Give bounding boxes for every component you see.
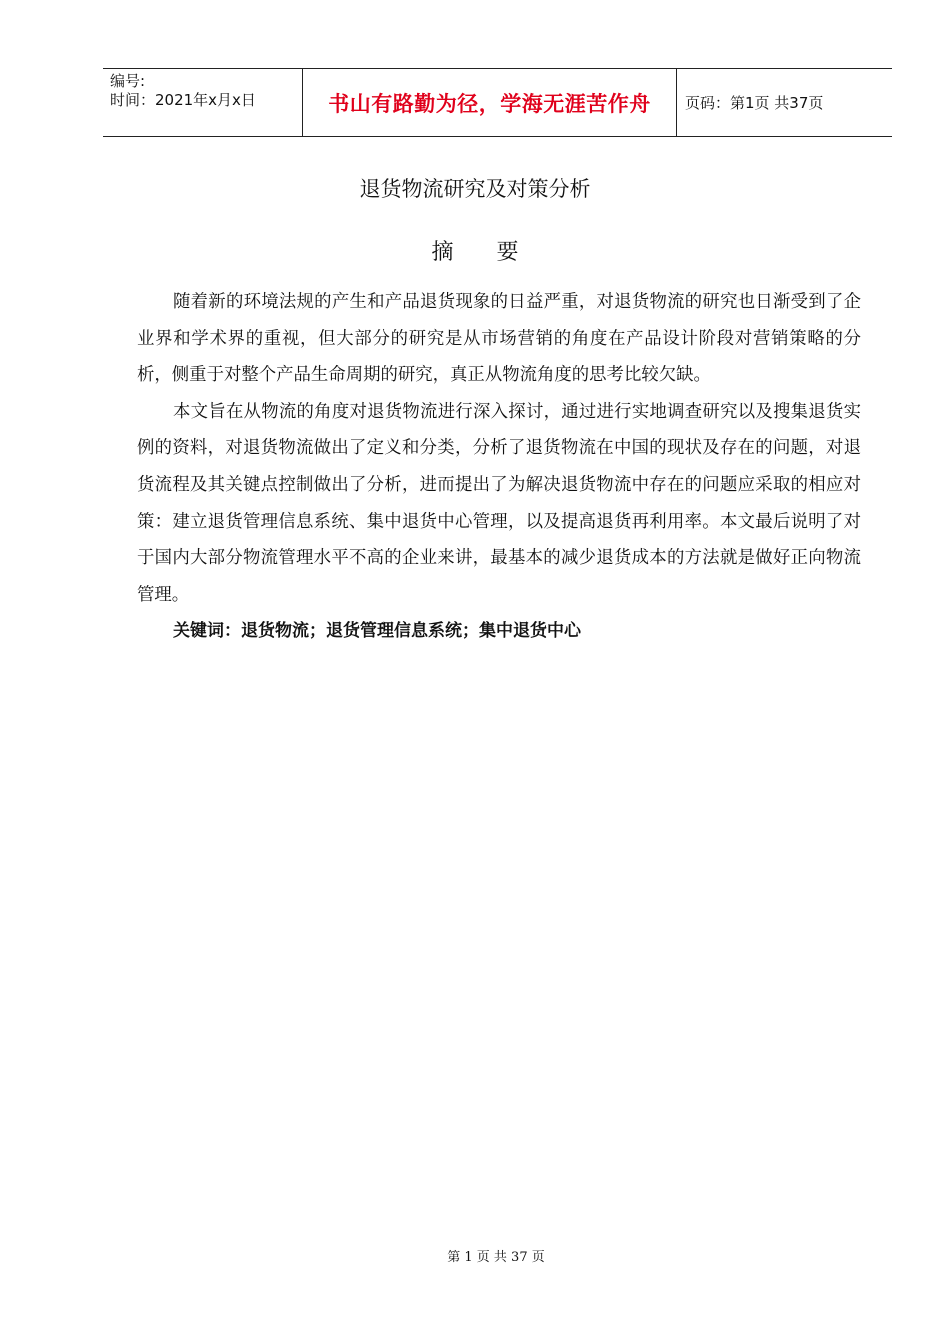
header-meta xyxy=(103,69,303,136)
time-label: 时间：2021年x月x日 xyxy=(110,91,256,109)
abstract-body xyxy=(137,284,861,649)
abstract-paragraph-2: 本文旨在从物流的角度对退货物流进行深入探讨，通过进行实地调查研究以及搜集退货实例的资料，对退货物流做出了定义和分类，分析了退货物流在中国的现状及存在的问题，对退货流程及其关键点控制做出了分析，进而提出了为解决退货物流中存在的问题应采取的相应对策：建立退货管理信息系统、集中退货中心管理，以及提高退货再利用率。本文最后说明了对于国内大部分物流管理水平不高的企业来讲，最基本的减少退货成本的方法就是做好正向物流管理。 xyxy=(137,401,861,605)
keywords: 关键词：退货物流；退货管理信息系统；集中退货中心 xyxy=(173,621,581,642)
motto-text: 书山有路勤为径，学海无涯苦作舟 xyxy=(328,91,651,116)
abstract-paragraph-1: 随着新的环境法规的产生和产品退货现象的日益严重，对退货物流的研究也日渐受到了企业界和学术界的重视，但大部分的研究是从市场营销的角度在产品设计阶段对营销策略的分析，侧重于对整个产品生命周期的研究，真正从物流角度的思考比较欠缺。 xyxy=(137,292,861,386)
abstract-heading: 摘 要 xyxy=(431,240,537,265)
header-page-info-cell xyxy=(677,69,892,136)
page-footer: 第 1 页 共 37 页 xyxy=(447,1250,545,1265)
document-title: 退货物流研究及对策分析 xyxy=(359,177,591,201)
document-header xyxy=(103,68,892,137)
page-info: 页码：第1页 共37页 xyxy=(685,94,824,112)
header-motto-cell xyxy=(303,69,677,136)
number-label: 编号: xyxy=(110,72,146,90)
